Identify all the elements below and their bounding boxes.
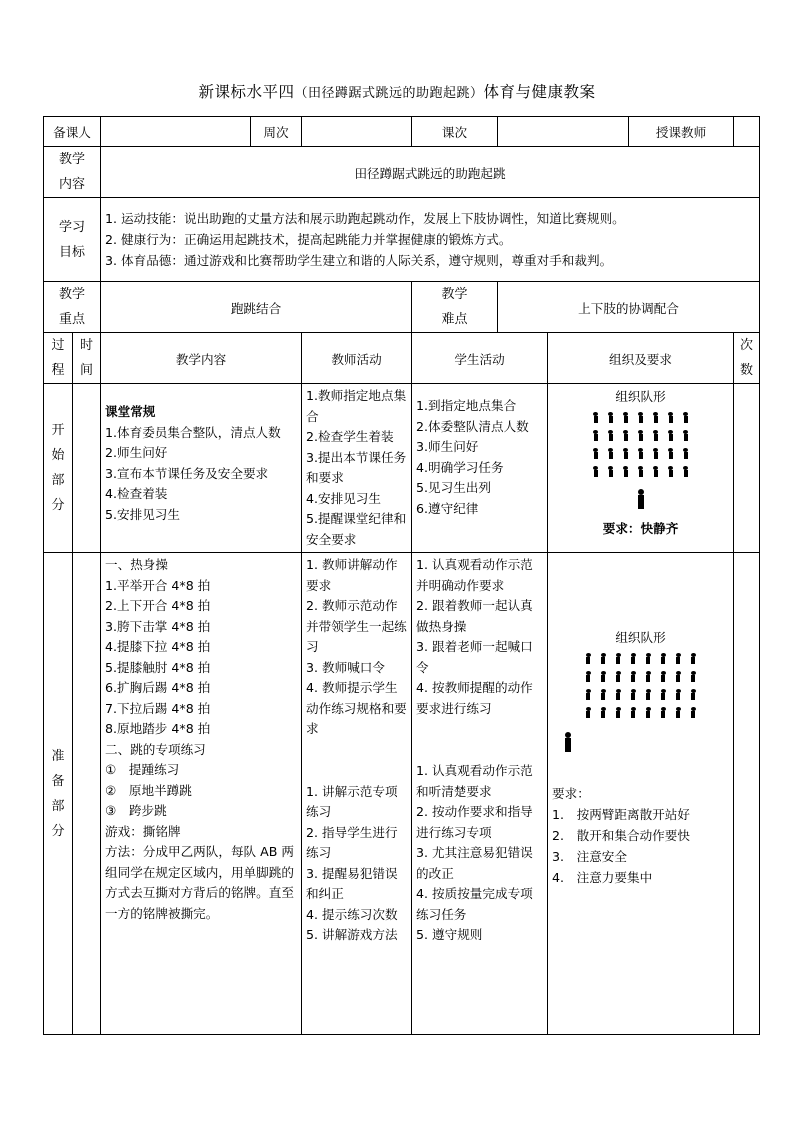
list-item: 6.遵守纪律 xyxy=(416,500,479,516)
student-figure-icon xyxy=(673,689,683,700)
game-method: 方法：分成甲乙两队，每队 AB 两组同学在规定区域内，用单脚跳的方式去互撕对方背后的铭牌。直至一方的铭牌被撕完。 xyxy=(105,844,294,921)
list-item: 4.明确学习任务 xyxy=(416,459,504,475)
prep-content xyxy=(101,553,302,1035)
formation-row xyxy=(548,411,733,423)
list-item: 4. 教师提示学生动作练习规格和要求 xyxy=(306,680,407,736)
formation-row xyxy=(548,429,733,441)
student-figure-icon xyxy=(583,707,593,718)
list-item: 5.提膝触肘 4*8 拍 xyxy=(105,659,211,675)
formation-row xyxy=(548,652,733,664)
lesson-label: 课次 xyxy=(412,117,498,147)
student-figure-icon xyxy=(583,689,593,700)
goal-item: 1. 运动技能：说出助跑的丈量方法和展示助跑起跳动作，发展上下肢协调性，知道比赛规则。 xyxy=(105,211,625,226)
student-figure-icon xyxy=(636,430,646,441)
list-item: 2.上下开合 4*8 拍 xyxy=(105,598,211,613)
formation-row xyxy=(548,706,733,718)
list-item: 5.安排见习生 xyxy=(105,506,180,522)
prep-requirements xyxy=(548,781,733,890)
prep-time xyxy=(73,553,101,1035)
student-figure-icon xyxy=(628,707,638,718)
list-item: 1.平举开合 4*8 拍 xyxy=(105,577,211,593)
formation-row xyxy=(548,688,733,700)
student-figure-icon xyxy=(688,653,698,664)
list-item: 4. 按质按量完成专项练习任务 xyxy=(416,886,533,922)
student-figure-icon xyxy=(681,448,691,459)
col-organization: 组织及要求 xyxy=(548,333,734,384)
formation-diagram xyxy=(548,411,733,512)
list-item: 一、热身操 xyxy=(105,557,168,572)
col-process: 过 程 xyxy=(44,333,73,384)
student-figure-icon xyxy=(643,707,653,718)
student-figure-icon xyxy=(681,430,691,441)
list-item: 4. 提示练习次数 xyxy=(306,906,398,922)
student-figure-icon xyxy=(666,430,676,441)
student-figure-icon xyxy=(673,671,683,682)
start-student xyxy=(412,384,548,553)
formation-title: 组织队形 xyxy=(615,630,666,645)
student-figure-icon xyxy=(598,653,608,664)
content-value: 田径蹲踞式跳远的助跑起跳 xyxy=(101,147,760,198)
title-topic: （田径蹲踞式跳远的助跑起跳） xyxy=(294,86,484,101)
student-figure-icon xyxy=(621,466,631,477)
student-figure-icon xyxy=(681,466,691,477)
student-figure-icon xyxy=(651,466,661,477)
student-figure-icon xyxy=(591,466,601,477)
student-figure-icon xyxy=(613,689,623,700)
header-row xyxy=(44,117,760,147)
week-value[interactable] xyxy=(302,117,412,147)
list-item: 二、跳的专项练习 xyxy=(105,741,206,757)
student-figure-icon xyxy=(651,412,661,423)
list-item: 1.到指定地点集合 xyxy=(416,398,517,413)
list-item: 5.提醒课堂纪律和安全要求 xyxy=(306,511,407,547)
lesson-plan-table xyxy=(43,116,760,1035)
title-suffix: 体育与健康教案 xyxy=(483,83,596,101)
list-item: 2.检查学生着装 xyxy=(306,429,394,444)
prep-process: 准 备 部 分 xyxy=(44,553,73,1035)
list-item: ③ 跨步跳 xyxy=(105,803,167,818)
title-main: 新课标水平四 xyxy=(198,83,295,101)
focus-value: 跑跳结合 xyxy=(101,282,412,333)
content-row xyxy=(44,147,760,198)
student-figure-icon xyxy=(636,466,646,477)
student-figure-icon xyxy=(583,671,593,682)
student-figure-icon xyxy=(606,466,616,477)
goals-list xyxy=(101,198,760,282)
student-figure-icon xyxy=(583,653,593,664)
col-time: 时 间 xyxy=(73,333,101,384)
student-figure-icon xyxy=(606,430,616,441)
list-item: 4.安排见习生 xyxy=(306,490,381,506)
list-item: 3. 提醒易犯错误和纠正 xyxy=(306,865,398,901)
formation-requirement: 要求：快静齐 xyxy=(602,521,679,536)
list-item: 3. 尤其注意易犯错误的改正 xyxy=(416,845,533,881)
student-figure-icon xyxy=(658,689,668,700)
start-section-row xyxy=(44,384,760,553)
list-item: 5. 讲解游戏方法 xyxy=(306,927,398,942)
student-figure-icon xyxy=(636,448,646,459)
student-figure-icon xyxy=(658,653,668,664)
student-figure-icon xyxy=(606,412,616,423)
col-student: 学生活动 xyxy=(412,333,548,384)
student-figure-icon xyxy=(613,671,623,682)
list-item: 3. 跟着老师一起喊口令 xyxy=(416,639,533,675)
student-figure-icon xyxy=(613,653,623,664)
formation-title: 组织队形 xyxy=(615,389,666,404)
spacer xyxy=(416,719,543,761)
student-figure-icon xyxy=(606,448,616,459)
list-item: 1.体育委员集合整队，清点人数 xyxy=(105,424,281,440)
student-figure-icon xyxy=(628,689,638,700)
list-item: 2.师生问好 xyxy=(105,445,168,460)
list-item: 2. 指导学生进行练习 xyxy=(306,824,398,860)
list-item: 1. 认真观看动作示范并明确动作要求 xyxy=(416,557,533,593)
list-item: 1. 按两臂距离散开站好 xyxy=(552,807,690,822)
student-figure-icon xyxy=(666,466,676,477)
goal-item: 2. 健康行为：正确运用起跳技术，提高起跳能力并掌握健康的锻炼方式。 xyxy=(105,232,512,247)
list-item: 7.下拉后踢 4*8 拍 xyxy=(105,700,211,716)
start-count xyxy=(734,384,760,553)
list-item: 2. 教师示范动作并带领学生一起练习 xyxy=(306,598,407,654)
student-figure-icon xyxy=(621,448,631,459)
lesson-value[interactable] xyxy=(498,117,629,147)
student-figure-icon xyxy=(628,653,638,664)
goal-item: 3. 体育品德：通过游戏和比赛帮助学生建立和谐的人际关系，遵守规则，尊重对手和裁判。 xyxy=(105,253,613,268)
list-item: 3.师生问好 xyxy=(416,439,479,454)
list-item: 6.扩胸后踢 4*8 拍 xyxy=(105,680,211,695)
student-figure-icon xyxy=(598,707,608,718)
list-item: 1. 认真观看动作示范和听清楚要求 xyxy=(416,763,533,799)
list-item: 3. 教师喊口令 xyxy=(306,659,385,675)
student-figure-icon xyxy=(673,707,683,718)
prep-student xyxy=(412,553,548,1035)
list-item: 2. 按动作要求和指导进行练习专项 xyxy=(416,804,533,840)
student-figure-icon xyxy=(613,707,623,718)
difficulty-label: 教学 难点 xyxy=(412,282,498,333)
start-content xyxy=(101,384,302,553)
prep-count xyxy=(734,553,760,1035)
col-count: 次 数 xyxy=(734,333,760,384)
formation-row xyxy=(548,447,733,459)
list-item: 5. 遵守规则 xyxy=(416,927,483,942)
student-figure-icon xyxy=(673,653,683,664)
list-item: 3. 注意安全 xyxy=(552,849,627,864)
teacher-label: 授课教师 xyxy=(629,117,734,147)
preparer-value[interactable] xyxy=(101,117,251,147)
student-figure-icon xyxy=(621,412,631,423)
student-figure-icon xyxy=(598,689,608,700)
teacher-value[interactable] xyxy=(734,117,760,147)
goals-row xyxy=(44,198,760,282)
student-figure-icon xyxy=(666,448,676,459)
student-figure-icon xyxy=(688,671,698,682)
student-figure-icon xyxy=(643,653,653,664)
list-item: 1. 讲解示范专项练习 xyxy=(306,783,398,819)
student-figure-icon xyxy=(591,448,601,459)
student-figure-icon xyxy=(643,671,653,682)
student-figure-icon xyxy=(681,412,691,423)
formation-row xyxy=(548,465,733,477)
student-figure-icon xyxy=(688,689,698,700)
list-item: 5.见习生出列 xyxy=(416,480,491,495)
student-figure-icon xyxy=(636,412,646,423)
game-title: 游戏：撕铭牌 xyxy=(105,823,181,839)
teacher-figure-icon xyxy=(562,732,574,752)
col-content: 教学内容 xyxy=(101,333,302,384)
column-header-row xyxy=(44,333,760,384)
student-figure-icon xyxy=(643,689,653,700)
list-item: 4.提膝下拉 4*8 拍 xyxy=(105,639,211,654)
list-item: 3.胯下击掌 4*8 拍 xyxy=(105,618,211,634)
preparer-label: 备课人 xyxy=(44,117,101,147)
start-time xyxy=(73,384,101,553)
start-organization xyxy=(548,384,734,553)
document-title xyxy=(0,80,794,102)
student-figure-icon xyxy=(591,430,601,441)
week-label: 周次 xyxy=(251,117,302,147)
list-item: 1. 教师讲解动作要求 xyxy=(306,557,398,593)
list-item: 3.宣布本节课任务及安全要求 xyxy=(105,465,269,481)
list-item: 3.提出本节课任务和要求 xyxy=(306,449,407,485)
start-process: 开 始 部 分 xyxy=(44,384,73,553)
student-figure-icon xyxy=(658,671,668,682)
student-figure-icon xyxy=(651,448,661,459)
student-figure-icon xyxy=(658,707,668,718)
student-figure-icon xyxy=(598,671,608,682)
start-teacher xyxy=(302,384,412,553)
start-content-title: 课堂常规 xyxy=(105,404,156,419)
list-item: 8.原地踏步 4*8 拍 xyxy=(105,721,211,736)
prep-section-row xyxy=(44,553,760,1035)
student-figure-icon xyxy=(688,707,698,718)
list-item: 2. 散开和集合动作要快 xyxy=(552,828,690,843)
content-label: 教学 内容 xyxy=(44,147,101,198)
formation-row xyxy=(548,670,733,682)
goals-label: 学习 目标 xyxy=(44,198,101,282)
list-item: 4.检查着装 xyxy=(105,486,168,501)
spacer xyxy=(306,740,407,782)
prep-organization xyxy=(548,553,734,1035)
difficulty-value: 上下肢的协调配合 xyxy=(498,282,760,333)
student-figure-icon xyxy=(621,430,631,441)
list-item: 2. 跟着教师一起认真做热身操 xyxy=(416,598,533,634)
student-figure-icon xyxy=(628,671,638,682)
list-item: 4. 按教师提醒的动作要求进行练习 xyxy=(416,680,533,716)
list-item: 1.教师指定地点集合 xyxy=(306,388,407,424)
student-figure-icon xyxy=(591,412,601,423)
list-item: ① 提踵练习 xyxy=(105,762,180,777)
requirements-label: 要求： xyxy=(552,786,590,801)
teacher-figure-icon xyxy=(635,489,647,509)
col-teacher: 教师活动 xyxy=(302,333,412,384)
list-item: 4. 注意力要集中 xyxy=(552,870,653,885)
student-figure-icon xyxy=(666,412,676,423)
focus-row xyxy=(44,282,760,333)
student-figure-icon xyxy=(651,430,661,441)
list-item: 2.体委整队清点人数 xyxy=(416,418,529,434)
formation-diagram xyxy=(548,652,733,755)
prep-teacher xyxy=(302,553,412,1035)
focus-label: 教学 重点 xyxy=(44,282,101,333)
list-item: ② 原地半蹲跳 xyxy=(105,782,192,798)
